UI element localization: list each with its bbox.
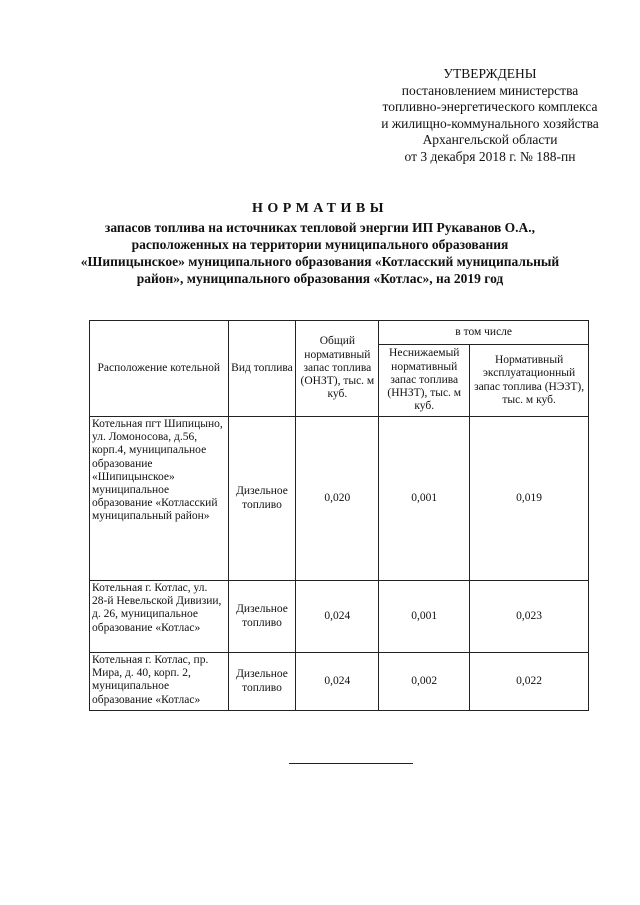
cell-location: Котельная пгт Шипицыно, ул. Ломоносова, д.56, корп.4, муниципальное образование «Шипицынское» муниципальное образование «Котласский муниципальный район»: [90, 417, 229, 581]
cell-nnzt: 0,001: [379, 581, 470, 653]
header-nnzt: Неснижаемый нормативный запас топлива (ННЗТ), тыс. м куб.: [379, 345, 470, 417]
title-heading: НОРМАТИВЫ: [252, 201, 388, 216]
cell-fuel: Дизельное топливо: [228, 581, 296, 653]
cell-location: Котельная г. Котлас, ул. 28-й Невельской Дивизии, д. 26, муниципальное образование «Котлас»: [90, 581, 229, 653]
header-location: Расположение котельной: [90, 321, 229, 417]
cell-total: 0,024: [296, 653, 379, 711]
fuel-reserves-table: [89, 320, 589, 711]
header-row: [90, 321, 589, 345]
approval-block: [360, 66, 620, 165]
cell-nezt: 0,022: [470, 653, 589, 711]
cell-nnzt: 0,001: [379, 417, 470, 581]
approval-line: от 3 декабря 2018 г. № 188-пн: [404, 148, 576, 164]
closing-rule: [289, 763, 413, 764]
cell-total: 0,020: [296, 417, 379, 581]
cell-nezt: 0,019: [470, 417, 589, 581]
approval-line: УТВЕРЖДЕНЫ: [443, 66, 537, 81]
cell-fuel: Дизельное топливо: [228, 653, 296, 711]
approval-line: постановлением министерства: [401, 82, 579, 98]
header-total: Общий нормативный запас топлива (ОНЗТ), тыс. м куб.: [296, 321, 379, 417]
approval-line: и жилищно-коммунального хозяйства: [381, 115, 599, 131]
cell-location: Котельная г. Котлас, пр. Мира, д. 40, корп. 2, муниципальное образование «Котлас»: [90, 653, 229, 711]
cell-fuel: Дизельное топливо: [228, 417, 296, 581]
title-subtitle: запасов топлива на источниках тепловой энергии ИП Рукаванов О.А., расположенных на территории муниципального образования «Шипицынское» муниципального образования «Котласский муниципальный район», муниципального образования «Котлас», на 2019 год: [80, 220, 560, 286]
approval-line: Архангельской области: [422, 132, 558, 147]
header-nezt: Нормативный эксплуатационный запас топлива (НЭЗТ), тыс. м куб.: [470, 345, 589, 417]
header-including: в том числе: [379, 321, 589, 345]
document-title: [80, 200, 560, 287]
cell-total: 0,024: [296, 581, 379, 653]
cell-nnzt: 0,002: [379, 653, 470, 711]
cell-nezt: 0,023: [470, 581, 589, 653]
table-row: [90, 653, 589, 711]
table-row: [90, 417, 589, 581]
table-row: [90, 581, 589, 653]
header-fuel: Вид топлива: [228, 321, 296, 417]
approval-line: топливно-энергетического комплекса: [382, 99, 598, 114]
